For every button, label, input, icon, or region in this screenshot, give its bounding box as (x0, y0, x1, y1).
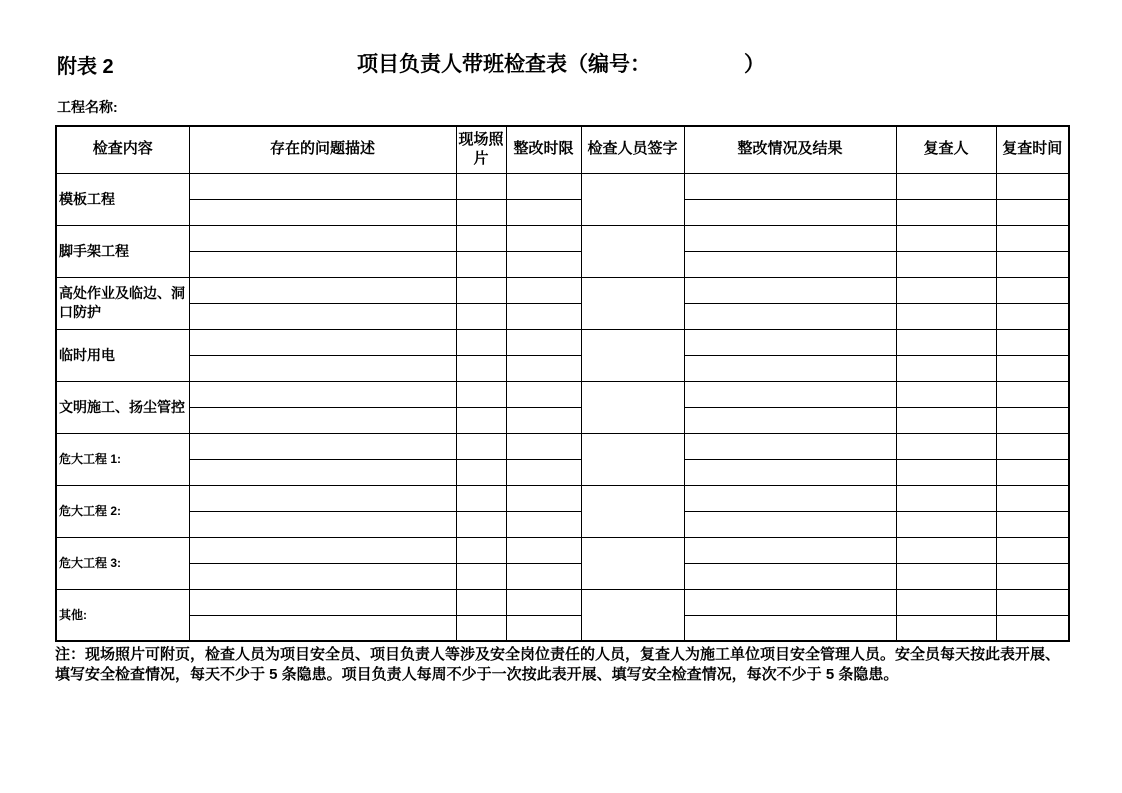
title-text: 项目负责人带班检查表（编号： (357, 53, 651, 76)
result-cell[interactable] (684, 563, 896, 589)
signature-cell[interactable] (581, 329, 684, 381)
result-cell[interactable] (684, 589, 896, 615)
reviewer-cell[interactable] (896, 537, 996, 563)
reviewer-cell[interactable] (896, 381, 996, 407)
photo-cell[interactable] (456, 277, 506, 303)
photo-cell[interactable] (456, 485, 506, 511)
row-label: 危大工程 3: (56, 537, 189, 589)
table-row (56, 589, 1069, 615)
form-number-blank[interactable] (651, 70, 744, 71)
deadline-cell[interactable] (506, 433, 581, 459)
problem-cell[interactable] (189, 563, 456, 589)
deadline-cell[interactable] (506, 615, 581, 641)
table-row (56, 329, 1069, 355)
photo-cell[interactable] (456, 615, 506, 641)
problem-cell[interactable] (189, 355, 456, 381)
deadline-cell[interactable] (506, 407, 581, 433)
review-time-cell[interactable] (996, 381, 1069, 407)
result-cell[interactable] (684, 433, 896, 459)
table-row (56, 407, 1069, 433)
review-time-cell[interactable] (996, 303, 1069, 329)
review-time-cell[interactable] (996, 459, 1069, 485)
problem-cell[interactable] (189, 485, 456, 511)
deadline-cell[interactable] (506, 589, 581, 615)
row-label: 危大工程 2: (56, 485, 189, 537)
problem-cell[interactable] (189, 433, 456, 459)
reviewer-cell[interactable] (896, 303, 996, 329)
deadline-cell[interactable] (506, 251, 581, 277)
table-row (56, 433, 1069, 459)
result-cell[interactable] (684, 303, 896, 329)
table-row (56, 563, 1069, 589)
signature-cell[interactable] (581, 277, 684, 329)
problem-cell[interactable] (189, 329, 456, 355)
problem-cell[interactable] (189, 589, 456, 615)
problem-cell[interactable] (189, 277, 456, 303)
photo-cell[interactable] (456, 563, 506, 589)
problem-cell[interactable] (189, 303, 456, 329)
photo-cell[interactable] (456, 589, 506, 615)
row-label: 其他: (56, 589, 189, 641)
deadline-cell[interactable] (506, 381, 581, 407)
review-time-cell[interactable] (996, 199, 1069, 225)
header-row (56, 126, 1069, 173)
reviewer-cell[interactable] (896, 277, 996, 303)
signature-cell[interactable] (581, 173, 684, 225)
reviewer-cell[interactable] (896, 355, 996, 381)
row-label: 脚手架工程 (56, 225, 189, 277)
review-time-cell[interactable] (996, 589, 1069, 615)
review-time-cell[interactable] (996, 173, 1069, 199)
problem-cell[interactable] (189, 381, 456, 407)
header-inspector-signature: 检查人员签字 (581, 126, 684, 173)
review-time-cell[interactable] (996, 355, 1069, 381)
photo-cell[interactable] (456, 355, 506, 381)
problem-cell[interactable] (189, 251, 456, 277)
signature-cell[interactable] (581, 485, 684, 537)
problem-cell[interactable] (189, 459, 456, 485)
photo-cell[interactable] (456, 199, 506, 225)
result-cell[interactable] (684, 381, 896, 407)
photo-cell[interactable] (456, 381, 506, 407)
signature-cell[interactable] (581, 433, 684, 485)
header-site-photo: 现场照片 (456, 126, 506, 173)
row-label: 模板工程 (56, 173, 189, 225)
result-cell[interactable] (684, 459, 896, 485)
result-cell[interactable] (684, 615, 896, 641)
deadline-cell[interactable] (506, 303, 581, 329)
result-cell[interactable] (684, 225, 896, 251)
photo-cell[interactable] (456, 433, 506, 459)
reviewer-cell[interactable] (896, 615, 996, 641)
note-text: 注：现场照片可附页，检查人员为项目安全员、项目负责人等涉及安全岗位责任的人员，复查人为施工单位项目安全管理人员。安全员每天按此表开展、填写安全检查情况，每天不少于 5 条隐患。项目负责人每周不少于一次按此表开展、填写安全检查情况，每次不少于 5 条隐患。 (55, 646, 1061, 683)
attachment-label: 附表 2 (57, 56, 114, 78)
review-time-cell[interactable] (996, 615, 1069, 641)
deadline-cell[interactable] (506, 537, 581, 563)
table-row (56, 277, 1069, 303)
reviewer-cell[interactable] (896, 485, 996, 511)
reviewer-cell[interactable] (896, 563, 996, 589)
header-rectify-result: 整改情况及结果 (684, 126, 896, 173)
photo-cell[interactable] (456, 173, 506, 199)
header-problem-description: 存在的问题描述 (189, 126, 456, 173)
review-time-cell[interactable] (996, 537, 1069, 563)
row-label: 临时用电 (56, 329, 189, 381)
result-cell[interactable] (684, 199, 896, 225)
review-time-cell[interactable] (996, 251, 1069, 277)
reviewer-cell[interactable] (896, 589, 996, 615)
problem-cell[interactable] (189, 225, 456, 251)
header-inspection-content: 检查内容 (56, 126, 189, 173)
deadline-cell[interactable] (506, 355, 581, 381)
deadline-cell[interactable] (506, 563, 581, 589)
title-close-paren: ） (744, 53, 765, 76)
result-cell[interactable] (684, 511, 896, 537)
table-row (56, 173, 1069, 199)
problem-cell[interactable] (189, 407, 456, 433)
result-cell[interactable] (684, 173, 896, 199)
result-cell[interactable] (684, 537, 896, 563)
table-row (56, 485, 1069, 511)
result-cell[interactable] (684, 485, 896, 511)
table-row (56, 511, 1069, 537)
reviewer-cell[interactable] (896, 251, 996, 277)
problem-cell[interactable] (189, 537, 456, 563)
table-row (56, 355, 1069, 381)
review-time-cell[interactable] (996, 563, 1069, 589)
deadline-cell[interactable] (506, 459, 581, 485)
reviewer-cell[interactable] (896, 433, 996, 459)
header-rectify-deadline: 整改时限 (506, 126, 581, 173)
inspection-table (55, 125, 1070, 642)
table-row (56, 537, 1069, 563)
project-name-label: 工程名称: (57, 99, 118, 115)
photo-cell[interactable] (456, 459, 506, 485)
table-row (56, 199, 1069, 225)
row-label: 文明施工、扬尘管控 (56, 381, 189, 433)
signature-cell[interactable] (581, 537, 684, 589)
reviewer-cell[interactable] (896, 511, 996, 537)
photo-cell[interactable] (456, 511, 506, 537)
result-cell[interactable] (684, 407, 896, 433)
deadline-cell[interactable] (506, 277, 581, 303)
table-row (56, 381, 1069, 407)
photo-cell[interactable] (456, 251, 506, 277)
row-label: 危大工程 1: (56, 433, 189, 485)
result-cell[interactable] (684, 251, 896, 277)
problem-cell[interactable] (189, 615, 456, 641)
reviewer-cell[interactable] (896, 199, 996, 225)
header-reviewer: 复查人 (896, 126, 996, 173)
problem-cell[interactable] (189, 511, 456, 537)
photo-cell[interactable] (456, 225, 506, 251)
row-label: 高处作业及临边、洞口防护 (56, 277, 189, 329)
reviewer-cell[interactable] (896, 173, 996, 199)
problem-cell[interactable] (189, 199, 456, 225)
review-time-cell[interactable] (996, 433, 1069, 459)
reviewer-cell[interactable] (896, 407, 996, 433)
problem-cell[interactable] (189, 173, 456, 199)
photo-cell[interactable] (456, 537, 506, 563)
result-cell[interactable] (684, 355, 896, 381)
deadline-cell[interactable] (506, 511, 581, 537)
reviewer-cell[interactable] (896, 329, 996, 355)
table-row (56, 225, 1069, 251)
page-title (0, 48, 1122, 78)
review-time-cell[interactable] (996, 407, 1069, 433)
table-row (56, 459, 1069, 485)
reviewer-cell[interactable] (896, 225, 996, 251)
signature-cell[interactable] (581, 381, 684, 433)
deadline-cell[interactable] (506, 173, 581, 199)
header-review-time: 复查时间 (996, 126, 1069, 173)
photo-cell[interactable] (456, 407, 506, 433)
result-cell[interactable] (684, 329, 896, 355)
reviewer-cell[interactable] (896, 459, 996, 485)
photo-cell[interactable] (456, 329, 506, 355)
review-time-cell[interactable] (996, 511, 1069, 537)
table-row (56, 303, 1069, 329)
signature-cell[interactable] (581, 225, 684, 277)
review-time-cell[interactable] (996, 225, 1069, 251)
deadline-cell[interactable] (506, 199, 581, 225)
deadline-cell[interactable] (506, 225, 581, 251)
signature-cell[interactable] (581, 589, 684, 641)
project-name-row (57, 97, 418, 117)
table-row (56, 615, 1069, 641)
review-time-cell[interactable] (996, 329, 1069, 355)
result-cell[interactable] (684, 277, 896, 303)
project-name-blank[interactable] (118, 111, 418, 112)
deadline-cell[interactable] (506, 329, 581, 355)
review-time-cell[interactable] (996, 485, 1069, 511)
deadline-cell[interactable] (506, 485, 581, 511)
photo-cell[interactable] (456, 303, 506, 329)
table-row (56, 251, 1069, 277)
review-time-cell[interactable] (996, 277, 1069, 303)
